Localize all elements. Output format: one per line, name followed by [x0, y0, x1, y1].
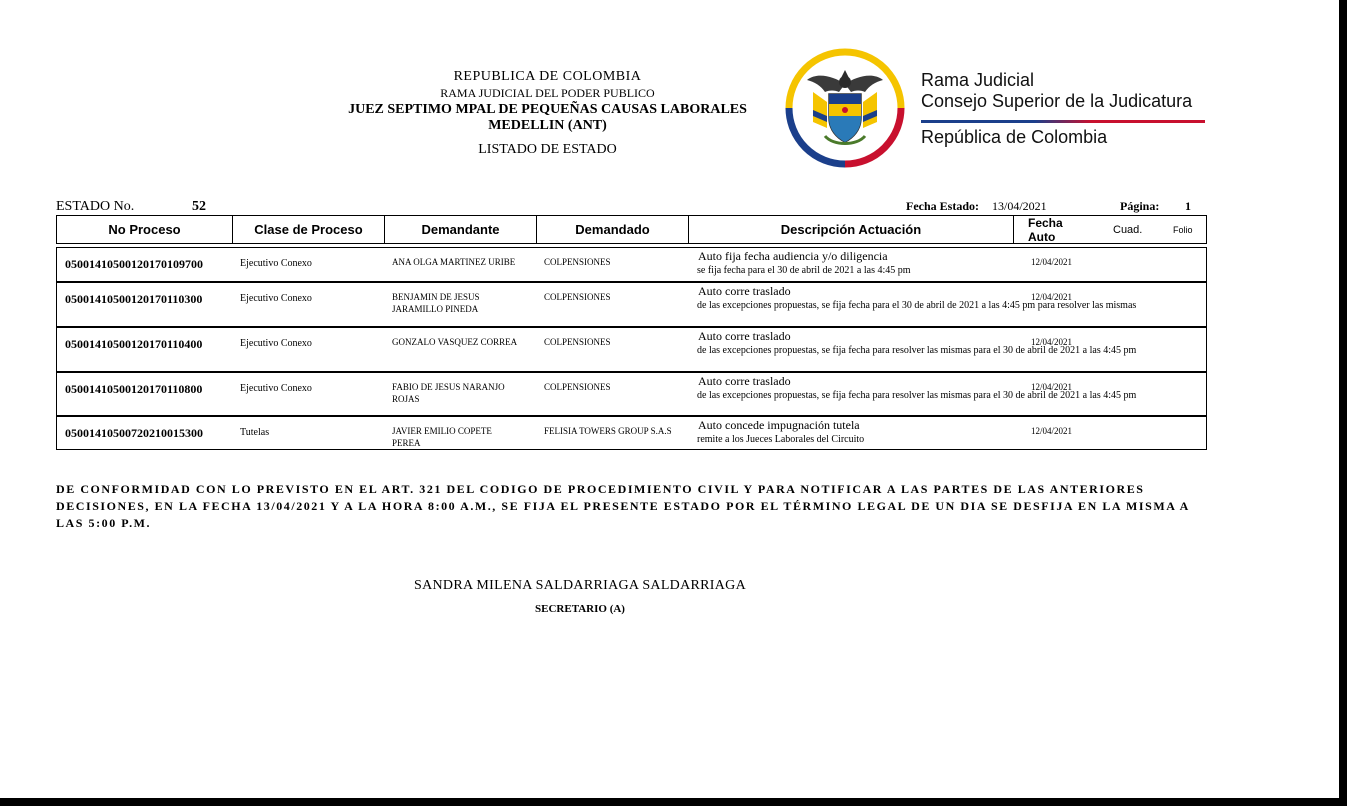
coat-of-arms-seal-icon: [783, 46, 907, 170]
descripcion-title: Auto fija fecha audiencia y/o diligencia: [698, 249, 888, 263]
demandado: COLPENSIONES: [544, 257, 611, 267]
pagina-value: 1: [1185, 199, 1191, 213]
col-header-clase: Clase de Proceso: [233, 216, 385, 243]
col-header-demandante: Demandante: [385, 216, 537, 243]
table-row: [56, 372, 1207, 416]
header-juzgado: JUEZ SEPTIMO MPAL DE PEQUEÑAS CAUSAS LABORALES: [348, 102, 747, 117]
proceso-number: 05001410500120170109700: [65, 257, 203, 271]
descripcion-actuacion: [697, 418, 1007, 447]
descripcion-detail: se fija fecha para el 30 de abril de 2021 a las 4:45 pm: [697, 265, 911, 276]
col-header-descripcion: Descripción Actuación: [689, 216, 1014, 243]
header-republica: REPUBLICA DE COLOMBIA: [453, 69, 642, 84]
fecha-auto: 12/04/2021: [1031, 426, 1073, 436]
demandado: COLPENSIONES: [544, 382, 611, 392]
table-row: [56, 416, 1207, 450]
demandante: FABIO DE JESUS NARANJO ROJAS: [392, 382, 505, 404]
signer-name: SANDRA MILENA SALDARRIAGA SALDARRIAGA: [414, 578, 746, 593]
clase-proceso: Ejecutivo Conexo: [240, 338, 312, 349]
descripcion-detail: de las excepciones propuestas, se fija fecha para resolver las mismas para el 30 de abril de 2021 a las 4:45 pm: [697, 345, 1137, 356]
fecha-auto: 12/04/2021: [1031, 292, 1073, 302]
header-ciudad: MEDELLIN (ANT): [488, 118, 607, 133]
proceso-number: 05001410500720210015300: [65, 426, 203, 440]
table-row: [56, 327, 1207, 372]
table-row: [56, 247, 1207, 282]
estado-number: 52: [192, 199, 206, 214]
demandante: BENJAMIN DE JESUS JARAMILLO PINEDA: [392, 292, 480, 314]
fecha-estado-label: Fecha Estado:: [906, 199, 979, 213]
logo-divider: [921, 120, 1205, 123]
demandado: COLPENSIONES: [544, 292, 611, 302]
demandado: FELISIA TOWERS GROUP S.A.S: [544, 426, 672, 436]
fecha-estado-value: 13/04/2021: [992, 199, 1047, 213]
pagina-label: Página:: [1120, 199, 1160, 213]
proceso-number: 05001410500120170110400: [65, 337, 203, 351]
descripcion-detail: remite a los Jueces Laborales del Circuito: [697, 434, 865, 445]
logo-consejo-superior: Consejo Superior de la Judicatura: [921, 91, 1193, 111]
descripcion-title: Auto concede impugnación tutela: [698, 418, 860, 432]
page-bottom-edge: [0, 798, 1347, 806]
col-header-fecha: Fecha Auto: [1028, 215, 1063, 244]
clase-proceso: Ejecutivo Conexo: [240, 383, 312, 394]
demandante: ANA OLGA MARTINEZ URIBE: [392, 257, 516, 267]
proceso-number: 05001410500120170110300: [65, 292, 203, 306]
demandado: COLPENSIONES: [544, 337, 611, 347]
signer-role: SECRETARIO (A): [535, 603, 625, 615]
descripcion-actuacion: [697, 249, 1007, 278]
table-header: [56, 215, 1207, 244]
demandante: GONZALO VASQUEZ CORREA: [392, 337, 518, 347]
proceso-number: 05001410500120170110800: [65, 382, 203, 396]
page-right-edge: [1339, 0, 1347, 806]
fecha-auto: 12/04/2021: [1031, 337, 1073, 347]
descripcion-title: Auto corre traslado: [698, 374, 791, 388]
col-header-cuad: Cuad.: [1113, 223, 1143, 236]
descripcion-title: Auto corre traslado: [698, 284, 791, 298]
conformidad-statement: DE CONFORMIDAD CON LO PREVISTO EN EL ART. 321 DEL CODIGO DE PROCEDIMIENTO CIVIL Y PARA NOTIFICAR A LAS PARTES DE LAS ANTERIORES DECISIONES, EN LA FECHA 13/04/2021 Y A LA HORA 8:00 A.M., SE FIJA EL PRESENTE ESTADO POR EL TÉRMINO LEGAL DE UN DIA SE DESFIJA EN LA MISMA A LAS 5:00 P.M.: [56, 482, 1190, 530]
table-row: [56, 282, 1207, 327]
estado-label: ESTADO No.: [56, 199, 135, 214]
col-header-proceso: No Proceso: [57, 216, 233, 243]
fecha-auto: 12/04/2021: [1031, 257, 1073, 267]
clase-proceso: Tutelas: [240, 427, 270, 438]
descripcion-title: Auto corre traslado: [698, 329, 791, 343]
logo-rama-judicial: Rama Judicial: [921, 70, 1035, 90]
descripcion-detail: de las excepciones propuestas, se fija fecha para resolver las mismas para el 30 de abril de 2021 a las 4:45 pm: [697, 390, 1137, 401]
clase-proceso: Ejecutivo Conexo: [240, 258, 312, 269]
demandante: JAVIER EMILIO COPETE PEREA: [392, 426, 492, 448]
clase-proceso: Ejecutivo Conexo: [240, 293, 312, 304]
logo-republica: República de Colombia: [921, 127, 1108, 147]
col-header-folio: Folio: [1173, 224, 1193, 235]
header-rama: RAMA JUDICIAL DEL PODER PUBLICO: [440, 86, 655, 100]
fecha-auto: 12/04/2021: [1031, 382, 1073, 392]
header-listado: LISTADO DE ESTADO: [478, 142, 617, 157]
col-header-demandado: Demandado: [537, 216, 689, 243]
descripcion-detail: de las excepciones propuestas, se fija fecha para el 30 de abril de 2021 a las 4:45 pm para resolver las mismas: [697, 300, 1137, 311]
